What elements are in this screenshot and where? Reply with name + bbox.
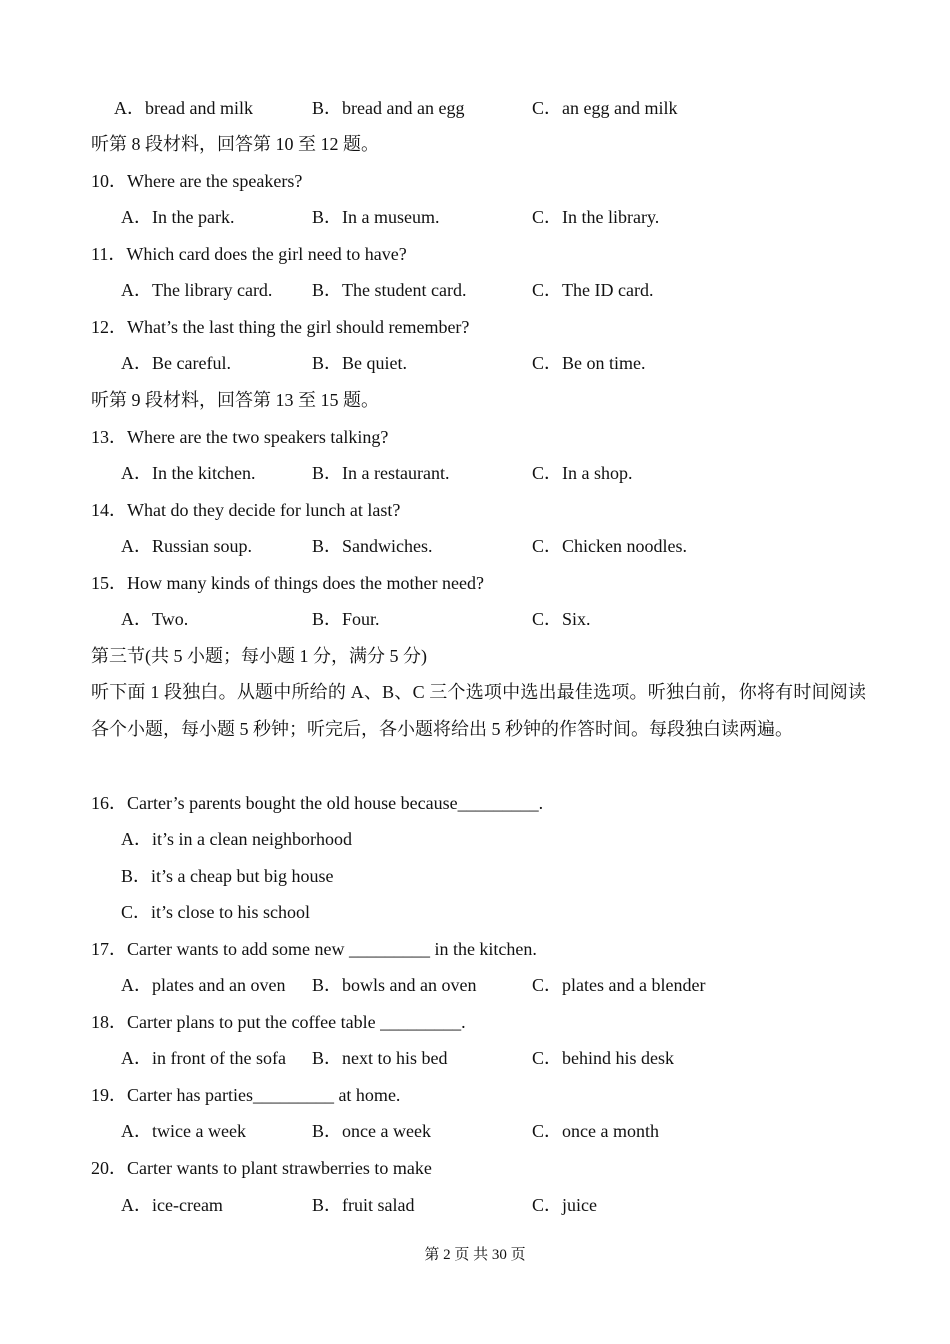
q19-option-b: B．once a week [312, 1121, 431, 1141]
q16-option-a: A．it’s in a clean neighborhood [121, 829, 352, 849]
q14-stem: 14．What do they decide for lunch at last? [91, 500, 401, 520]
q15-stem: 15．How many kinds of things does the mother need? [91, 573, 484, 593]
q17-stem: 17．Carter wants to add some new _________ in the kitchen. [91, 939, 537, 959]
q12-option-b: B．Be quiet. [312, 353, 407, 373]
q10-stem: 10．Where are the speakers? [91, 171, 303, 191]
q14-option-a: A．Russian soup. [121, 536, 253, 556]
q20-stem: 20．Carter wants to plant strawberries to make [91, 1158, 432, 1178]
q19-option-c: C．once a month [532, 1121, 659, 1141]
q15-option-c: C．Six. [532, 609, 591, 629]
section-8-heading: 听第 8 段材料，回答第 10 至 12 题。 [91, 134, 379, 154]
q14-option-c: C．Chicken noodles. [532, 536, 687, 556]
q15-option-b: B．Four. [312, 609, 380, 629]
q13-option-b: B．In a restaurant. [312, 463, 450, 483]
q10-option-c: C．In the library. [532, 207, 660, 227]
page-footer: 第 2 页 共 30 页 [424, 1247, 526, 1263]
q10-option-a: A．In the park. [121, 207, 235, 227]
q10-option-b: B．In a museum. [312, 207, 440, 227]
q15-option-a: A．Two. [121, 609, 189, 629]
q16-stem: 16．Carter’s parents bought the old house because_________. [91, 793, 544, 813]
part-3-title: 第三节(共 5 小题；每小题 1 分，满分 5 分) [91, 646, 427, 666]
q20-option-a: A．ice-cream [121, 1195, 223, 1215]
q16-option-c: C．it’s close to his school [121, 902, 310, 922]
q9-option-a: A．bread and milk [114, 98, 253, 118]
q20-option-c: C．juice [532, 1195, 597, 1215]
q13-stem: 13．Where are the two speakers talking? [91, 427, 389, 447]
q17-option-c: C．plates and a blender [532, 975, 706, 995]
part-3-instructions: 听下面 1 段独白。从题中所给的 A、B、C 三个选项中选出最佳选项。听独白前，你将有时间阅读各个小题，每小题 5 秒钟；听完后，各小题将给出 5 秒钟的作答时间。每段独白读两遍。 [91, 682, 866, 739]
q11-option-a: A．The library card. [121, 280, 273, 300]
q17-option-b: B．bowls and an oven [312, 975, 477, 995]
q12-stem: 12．What’s the last thing the girl should remember? [91, 317, 470, 337]
q18-option-b: B．next to his bed [312, 1048, 448, 1068]
q9-option-b: B．bread and an egg [312, 98, 465, 118]
q13-option-c: C．In a shop. [532, 463, 633, 483]
q18-option-c: C．behind his desk [532, 1048, 674, 1068]
q14-option-b: B．Sandwiches. [312, 536, 433, 556]
q20-option-b: B．fruit salad [312, 1195, 415, 1215]
q16-option-b: B．it’s a cheap but big house [121, 866, 334, 886]
q18-option-a: A．in front of the sofa [121, 1048, 286, 1068]
q19-option-a: A．twice a week [121, 1121, 246, 1141]
q11-stem: 11．Which card does the girl need to have? [91, 244, 407, 264]
q11-option-c: C．The ID card. [532, 280, 654, 300]
section-9-heading: 听第 9 段材料，回答第 13 至 15 题。 [91, 390, 379, 410]
q13-option-a: A．In the kitchen. [121, 463, 256, 483]
q9-option-c: C．an egg and milk [532, 98, 678, 118]
q17-option-a: A．plates and an oven [121, 975, 286, 995]
q19-stem: 19．Carter has parties_________ at home. [91, 1085, 401, 1105]
q18-stem: 18．Carter plans to put the coffee table _________. [91, 1012, 466, 1032]
q12-option-c: C．Be on time. [532, 353, 646, 373]
q11-option-b: B．The student card. [312, 280, 467, 300]
q12-option-a: A．Be careful. [121, 353, 231, 373]
